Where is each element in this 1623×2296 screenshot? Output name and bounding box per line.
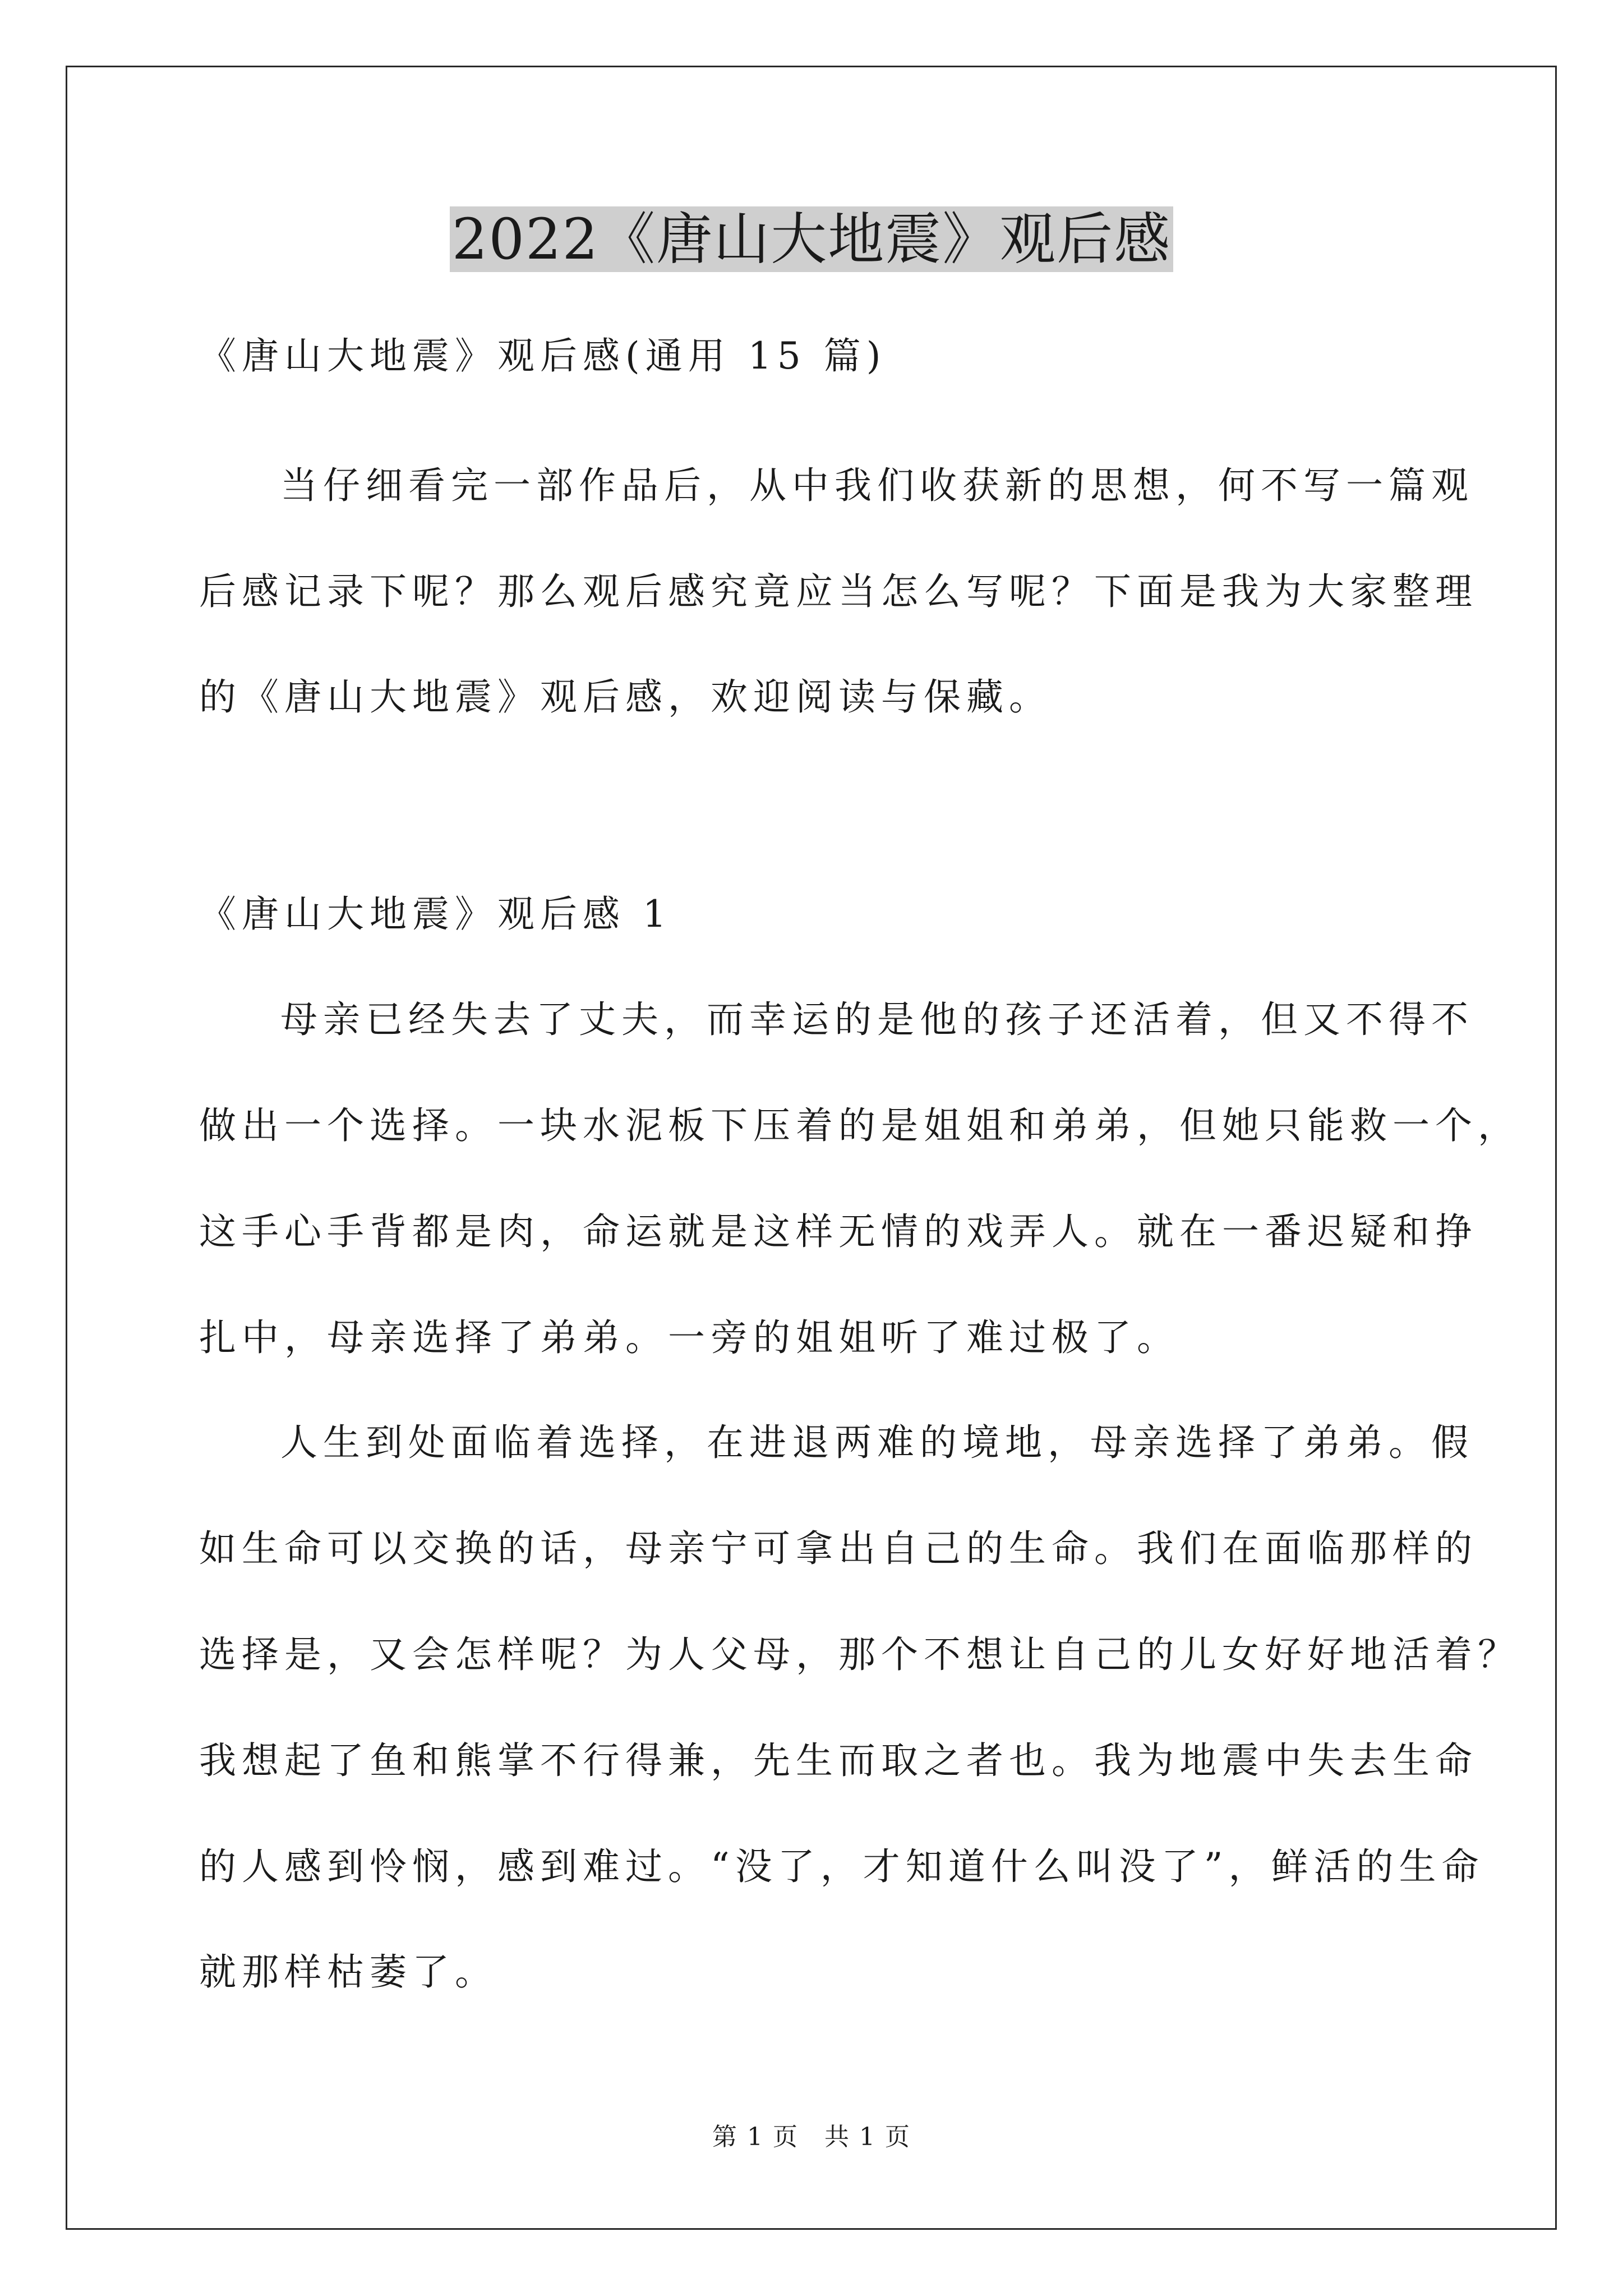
paragraph-line: 人生到处面临着选择，在进退两难的境地，母亲选择了弟弟。假 — [280, 1421, 1474, 1464]
section-heading: 《唐山大地震》观后感 1 — [199, 892, 672, 936]
paragraph-line: 这手心手背都是肉，命运就是这样无情的戏弄人。就在一番迟疑和挣 — [199, 1210, 1478, 1253]
intro-line: 的《唐山大地震》观后感，欢迎阅读与保藏。 — [199, 675, 1052, 719]
intro-line: 后感记录下呢？那么观后感究竟应当怎么写呢？下面是我为大家整理 — [199, 570, 1478, 613]
paragraph-line: 就那样枯萎了。 — [199, 1950, 497, 1994]
intro-line: 当仔细看完一部作品后，从中我们收获新的思想，何不写一篇观 — [280, 464, 1474, 507]
paragraph-line: 母亲已经失去了丈夫，而幸运的是他的孩子还活着，但又不得不 — [280, 998, 1474, 1041]
document-title — [0, 197, 1623, 282]
paragraph-line: 的人感到怜悯，感到难过。“没了，才知道什么叫没了”，鲜活的生命 — [199, 1845, 1484, 1888]
page-footer: 第 1 页 共 1 页 — [712, 2123, 911, 2151]
paragraph-line: 如生命可以交换的话，母亲宁可拿出自己的生命。我们在面临那样的 — [199, 1527, 1478, 1570]
document-subtitle: 《唐山大地震》观后感(通用 15 篇) — [199, 334, 887, 378]
document-title-text: 2022《唐山大地震》观后感 — [450, 206, 1174, 272]
paragraph-line: 我想起了鱼和熊掌不行得兼，先生而取之者也。我为地震中失去生命 — [199, 1739, 1478, 1782]
paragraph-line: 选择是，又会怎样呢？为人父母，那个不想让自己的儿女好好地活着？ — [199, 1633, 1520, 1676]
paragraph-line: 做出一个选择。一块水泥板下压着的是姐姐和弟弟，但她只能救一个， — [199, 1104, 1520, 1147]
paragraph-line: 扎中，母亲选择了弟弟。一旁的姐姐听了难过极了。 — [199, 1316, 1179, 1359]
